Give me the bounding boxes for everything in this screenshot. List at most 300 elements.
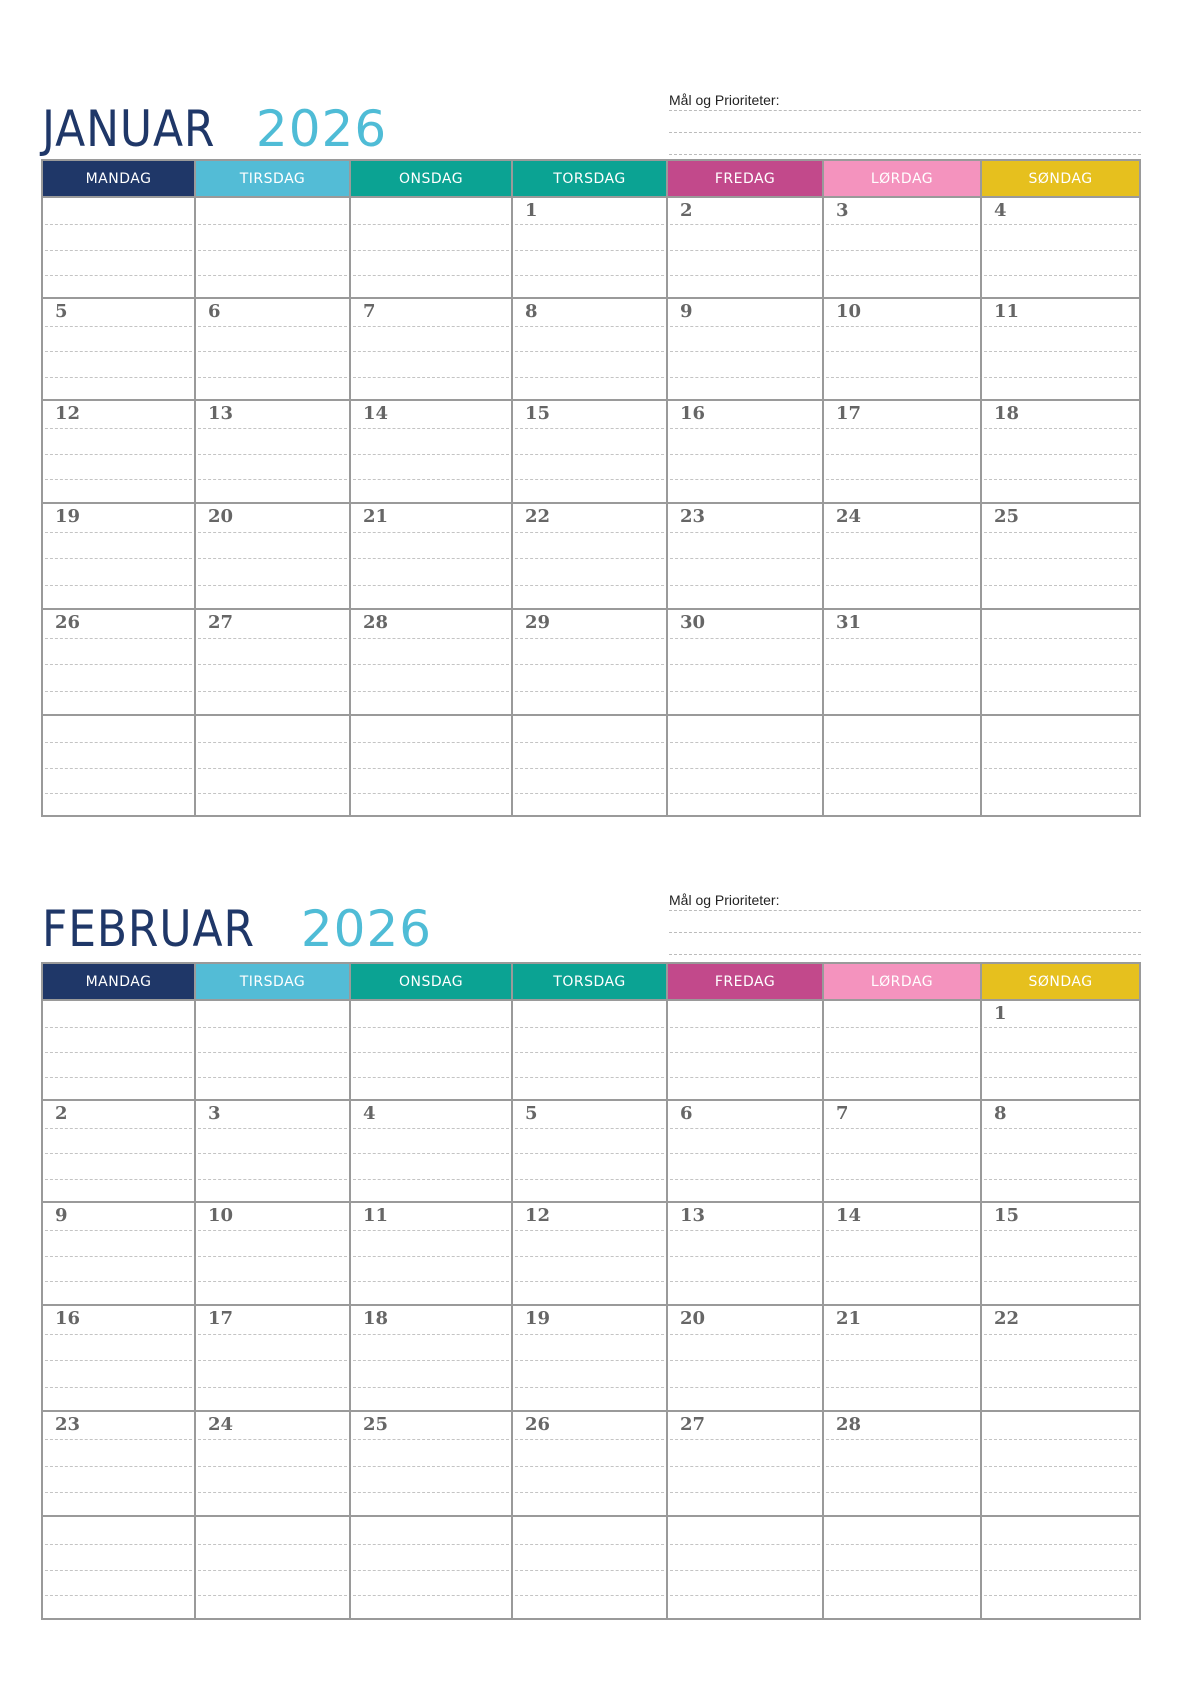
day-cell[interactable] xyxy=(513,1306,668,1410)
day-cell[interactable] xyxy=(824,1203,982,1304)
note-line xyxy=(984,558,1137,559)
note-line xyxy=(45,664,192,665)
note-line xyxy=(45,742,192,743)
day-cell[interactable] xyxy=(668,610,824,714)
day-cell[interactable] xyxy=(351,1001,513,1099)
note-line xyxy=(353,326,509,327)
note-line xyxy=(198,428,347,429)
day-cell[interactable] xyxy=(982,1203,1139,1304)
day-cell[interactable] xyxy=(43,1306,196,1410)
note-line xyxy=(984,1360,1137,1361)
day-cell[interactable] xyxy=(196,198,351,297)
note-line xyxy=(826,1281,978,1282)
note-line xyxy=(670,1334,820,1335)
day-cell[interactable] xyxy=(513,401,668,502)
day-cell[interactable] xyxy=(196,1517,351,1618)
note-line xyxy=(984,585,1137,586)
note-line xyxy=(826,479,978,480)
day-cell[interactable] xyxy=(824,1306,982,1410)
note-line xyxy=(198,1281,347,1282)
note-line xyxy=(198,1077,347,1078)
note-line xyxy=(984,638,1137,639)
note-line xyxy=(670,1153,820,1154)
note-line xyxy=(515,479,664,480)
note-line xyxy=(826,1128,978,1129)
day-cell[interactable] xyxy=(824,610,982,714)
day-cell[interactable] xyxy=(824,1517,982,1618)
note-line xyxy=(826,1570,978,1571)
day-number: 30 xyxy=(680,612,706,633)
note-line xyxy=(670,1281,820,1282)
note-line xyxy=(45,638,192,639)
month-name: JANUAR xyxy=(42,100,216,158)
note-line xyxy=(45,1570,192,1571)
note-line xyxy=(984,1334,1137,1335)
day-cell[interactable] xyxy=(513,716,668,815)
day-number: 9 xyxy=(680,301,693,322)
note-line xyxy=(353,1466,509,1467)
note-line xyxy=(198,1179,347,1180)
day-cell[interactable] xyxy=(196,1203,351,1304)
day-cell[interactable] xyxy=(196,504,351,608)
note-line xyxy=(45,1439,192,1440)
note-line xyxy=(353,1360,509,1361)
note-line xyxy=(826,250,978,251)
day-cell[interactable] xyxy=(513,504,668,608)
day-cell[interactable] xyxy=(982,1306,1139,1410)
note-line xyxy=(826,585,978,586)
weekday-3: TORSDAG xyxy=(513,964,668,999)
day-cell[interactable] xyxy=(351,1101,513,1201)
note-line xyxy=(45,1334,192,1335)
day-cell[interactable] xyxy=(351,504,513,608)
day-cell[interactable] xyxy=(196,1306,351,1410)
note-line xyxy=(353,377,509,378)
note-line xyxy=(984,532,1137,533)
note-line xyxy=(515,742,664,743)
day-cell[interactable] xyxy=(513,198,668,297)
note-line xyxy=(826,377,978,378)
day-cell[interactable] xyxy=(513,1412,668,1515)
note-line xyxy=(515,1230,664,1231)
note-line xyxy=(670,1230,820,1231)
note-line xyxy=(984,1256,1137,1257)
note-line xyxy=(45,1179,192,1180)
note-line xyxy=(45,250,192,251)
week-row xyxy=(43,1201,1139,1304)
note-line xyxy=(45,1230,192,1231)
day-cell[interactable] xyxy=(982,610,1139,714)
week-row xyxy=(43,1515,1139,1618)
note-line xyxy=(45,532,192,533)
note-line xyxy=(45,275,192,276)
day-cell[interactable] xyxy=(43,1517,196,1618)
day-number: 1 xyxy=(994,1003,1007,1024)
day-cell[interactable] xyxy=(824,1412,982,1515)
note-line xyxy=(670,250,820,251)
note-line xyxy=(353,768,509,769)
day-cell[interactable] xyxy=(196,1001,351,1099)
note-line xyxy=(984,351,1137,352)
month-year: 2026 xyxy=(300,900,433,958)
note-line xyxy=(198,351,347,352)
note-line xyxy=(198,1387,347,1388)
note-line xyxy=(45,558,192,559)
note-line xyxy=(670,1027,820,1028)
note-line xyxy=(353,1027,509,1028)
day-number: 4 xyxy=(363,1103,376,1124)
note-line xyxy=(984,1179,1137,1180)
note-line xyxy=(670,742,820,743)
note-line xyxy=(984,1439,1137,1440)
day-cell[interactable] xyxy=(513,1001,668,1099)
note-line xyxy=(45,351,192,352)
note-line xyxy=(984,250,1137,251)
month-year: 2026 xyxy=(255,100,388,158)
day-cell[interactable] xyxy=(668,1412,824,1515)
day-number: 13 xyxy=(680,1205,706,1226)
note-line xyxy=(45,224,192,225)
note-line xyxy=(353,585,509,586)
note-line xyxy=(515,1052,664,1053)
day-cell[interactable] xyxy=(351,401,513,502)
note-line xyxy=(826,326,978,327)
day-cell[interactable] xyxy=(513,1101,668,1201)
day-cell[interactable] xyxy=(43,401,196,502)
note-line xyxy=(515,326,664,327)
note-line xyxy=(45,1466,192,1467)
day-cell[interactable] xyxy=(668,299,824,399)
day-cell[interactable] xyxy=(982,401,1139,502)
note-line xyxy=(826,1360,978,1361)
note-line xyxy=(198,638,347,639)
note-line xyxy=(45,1128,192,1129)
note-line xyxy=(515,1077,664,1078)
day-cell[interactable] xyxy=(668,1203,824,1304)
day-cell[interactable] xyxy=(351,1517,513,1618)
day-cell[interactable] xyxy=(351,716,513,815)
day-cell[interactable] xyxy=(668,1101,824,1201)
note-line xyxy=(353,1334,509,1335)
day-number: 8 xyxy=(994,1103,1007,1124)
note-line xyxy=(984,275,1137,276)
day-number: 28 xyxy=(836,1414,862,1435)
day-number: 20 xyxy=(680,1308,706,1329)
note-line xyxy=(670,479,820,480)
note-line xyxy=(515,1466,664,1467)
note-line xyxy=(984,664,1137,665)
note-line xyxy=(670,691,820,692)
note-line xyxy=(515,768,664,769)
day-cell[interactable] xyxy=(351,1306,513,1410)
week-row xyxy=(43,297,1139,399)
day-number: 26 xyxy=(55,612,81,633)
day-cell[interactable] xyxy=(824,504,982,608)
note-line xyxy=(670,1570,820,1571)
day-cell[interactable] xyxy=(196,1101,351,1201)
note-line xyxy=(198,585,347,586)
note-line xyxy=(670,428,820,429)
note-line xyxy=(198,1334,347,1335)
day-number: 7 xyxy=(363,301,376,322)
day-cell[interactable] xyxy=(513,1203,668,1304)
day-cell[interactable] xyxy=(824,716,982,815)
note-line xyxy=(353,1492,509,1493)
note-line xyxy=(198,742,347,743)
note-line xyxy=(515,428,664,429)
note-line xyxy=(984,224,1137,225)
note-line xyxy=(515,793,664,794)
week-row xyxy=(43,714,1139,815)
day-cell[interactable] xyxy=(513,1517,668,1618)
note-line xyxy=(45,1492,192,1493)
day-cell[interactable] xyxy=(668,401,824,502)
note-line xyxy=(353,638,509,639)
day-number: 3 xyxy=(208,1103,221,1124)
day-cell[interactable] xyxy=(196,716,351,815)
note-line xyxy=(515,1387,664,1388)
week-row xyxy=(43,502,1139,608)
day-cell[interactable] xyxy=(351,299,513,399)
day-number: 9 xyxy=(55,1205,68,1226)
note-line xyxy=(515,532,664,533)
day-cell[interactable] xyxy=(824,198,982,297)
note-line xyxy=(198,1153,347,1154)
note-line xyxy=(826,638,978,639)
calendar-grid xyxy=(41,962,1141,1620)
note-line xyxy=(45,1027,192,1028)
goals-line[interactable] xyxy=(669,932,1141,954)
note-line xyxy=(45,1387,192,1388)
note-line xyxy=(45,585,192,586)
note-line xyxy=(45,1595,192,1596)
note-line xyxy=(984,479,1137,480)
day-cell[interactable] xyxy=(43,198,196,297)
weekday-2: ONSDAG xyxy=(351,964,513,999)
note-line xyxy=(826,1179,978,1180)
note-line xyxy=(353,479,509,480)
week-row xyxy=(43,1304,1139,1410)
note-line xyxy=(45,1052,192,1053)
note-line xyxy=(515,1281,664,1282)
note-line xyxy=(515,275,664,276)
note-line xyxy=(826,1230,978,1231)
day-cell[interactable] xyxy=(982,1517,1139,1618)
day-number: 15 xyxy=(994,1205,1020,1226)
day-cell[interactable] xyxy=(351,1412,513,1515)
note-line xyxy=(670,454,820,455)
day-cell[interactable] xyxy=(668,504,824,608)
week-row xyxy=(43,1099,1139,1201)
day-number: 27 xyxy=(680,1414,706,1435)
day-cell[interactable] xyxy=(982,1101,1139,1201)
week-row xyxy=(43,1410,1139,1515)
day-cell[interactable] xyxy=(513,610,668,714)
day-number: 4 xyxy=(994,200,1007,221)
day-number: 6 xyxy=(680,1103,693,1124)
weekday-5: LØRDAG xyxy=(824,964,982,999)
note-line xyxy=(515,1439,664,1440)
day-number: 2 xyxy=(680,200,693,221)
day-cell[interactable] xyxy=(824,1101,982,1201)
day-number: 18 xyxy=(363,1308,389,1329)
day-cell[interactable] xyxy=(43,1203,196,1304)
day-cell[interactable] xyxy=(668,198,824,297)
day-cell[interactable] xyxy=(668,1001,824,1099)
day-number: 11 xyxy=(363,1205,389,1226)
day-cell[interactable] xyxy=(43,1001,196,1099)
note-line xyxy=(353,224,509,225)
goals-line[interactable] xyxy=(669,110,1141,132)
goals-label: Mål og Prioriteter: xyxy=(669,892,780,908)
day-cell[interactable] xyxy=(668,716,824,815)
day-number: 5 xyxy=(55,301,68,322)
day-cell[interactable] xyxy=(43,610,196,714)
note-line xyxy=(826,793,978,794)
day-cell[interactable] xyxy=(351,198,513,297)
note-line xyxy=(826,1492,978,1493)
day-cell[interactable] xyxy=(982,1001,1139,1099)
note-line xyxy=(353,454,509,455)
note-line xyxy=(353,1281,509,1282)
note-line xyxy=(670,768,820,769)
note-line xyxy=(670,1595,820,1596)
note-line xyxy=(984,1595,1137,1596)
day-number: 20 xyxy=(208,506,234,527)
day-cell[interactable] xyxy=(351,610,513,714)
note-line xyxy=(198,1466,347,1467)
weekday-0: MANDAG xyxy=(43,161,196,196)
note-line xyxy=(826,1153,978,1154)
note-line xyxy=(670,1466,820,1467)
day-cell[interactable] xyxy=(196,1412,351,1515)
day-cell[interactable] xyxy=(824,1001,982,1099)
note-line xyxy=(45,691,192,692)
note-line xyxy=(984,1027,1137,1028)
day-cell[interactable] xyxy=(824,299,982,399)
day-number: 19 xyxy=(525,1308,551,1329)
note-line xyxy=(515,1570,664,1571)
note-line xyxy=(353,691,509,692)
calendar-grid xyxy=(41,159,1141,817)
day-cell[interactable] xyxy=(982,716,1139,815)
day-cell[interactable] xyxy=(196,610,351,714)
note-line xyxy=(826,532,978,533)
note-line xyxy=(353,351,509,352)
day-cell[interactable] xyxy=(43,504,196,608)
note-line xyxy=(515,1595,664,1596)
day-cell[interactable] xyxy=(513,299,668,399)
note-line xyxy=(826,558,978,559)
day-number: 24 xyxy=(208,1414,234,1435)
day-number: 25 xyxy=(363,1414,389,1435)
note-line xyxy=(198,326,347,327)
note-line xyxy=(984,768,1137,769)
note-line xyxy=(670,326,820,327)
note-line xyxy=(670,532,820,533)
note-line xyxy=(826,1439,978,1440)
weekday-3: TORSDAG xyxy=(513,161,668,196)
weekday-1: TIRSDAG xyxy=(196,964,351,999)
goals-label: Mål og Prioriteter: xyxy=(669,92,780,108)
note-line xyxy=(984,1230,1137,1231)
note-line xyxy=(353,1077,509,1078)
day-cell[interactable] xyxy=(351,1203,513,1304)
day-cell[interactable] xyxy=(824,401,982,502)
day-number: 26 xyxy=(525,1414,551,1435)
week-row xyxy=(43,999,1139,1099)
note-line xyxy=(198,1256,347,1257)
weekday-6: SØNDAG xyxy=(982,161,1139,196)
day-number: 22 xyxy=(525,506,551,527)
day-cell[interactable] xyxy=(668,1517,824,1618)
day-cell[interactable] xyxy=(196,299,351,399)
note-line xyxy=(45,1544,192,1545)
note-line xyxy=(45,1153,192,1154)
note-line xyxy=(826,454,978,455)
day-cell[interactable] xyxy=(43,299,196,399)
note-line xyxy=(670,1544,820,1545)
note-line xyxy=(353,1052,509,1053)
day-cell[interactable] xyxy=(43,716,196,815)
day-cell[interactable] xyxy=(668,1306,824,1410)
note-line xyxy=(198,1230,347,1231)
month-title xyxy=(42,100,388,158)
day-cell[interactable] xyxy=(982,198,1139,297)
day-cell[interactable] xyxy=(982,1412,1139,1515)
note-line xyxy=(45,1256,192,1257)
note-line xyxy=(670,1256,820,1257)
day-number: 12 xyxy=(55,403,81,424)
note-line xyxy=(45,454,192,455)
day-number: 19 xyxy=(55,506,81,527)
note-line xyxy=(670,638,820,639)
note-line xyxy=(515,250,664,251)
note-line xyxy=(670,1179,820,1180)
note-line xyxy=(353,742,509,743)
note-line xyxy=(515,1334,664,1335)
note-line xyxy=(45,479,192,480)
note-line xyxy=(353,664,509,665)
day-number: 14 xyxy=(363,403,389,424)
note-line xyxy=(353,1439,509,1440)
note-line xyxy=(984,742,1137,743)
note-line xyxy=(353,428,509,429)
note-line xyxy=(826,275,978,276)
weekday-4: FREDAG xyxy=(668,161,824,196)
note-line xyxy=(515,691,664,692)
goals-line[interactable] xyxy=(669,910,1141,932)
note-line xyxy=(670,1387,820,1388)
note-line xyxy=(984,1544,1137,1545)
day-number: 11 xyxy=(994,301,1020,322)
day-number: 18 xyxy=(994,403,1020,424)
note-line xyxy=(670,224,820,225)
note-line xyxy=(670,1052,820,1053)
weekday-1: TIRSDAG xyxy=(196,161,351,196)
day-cell[interactable] xyxy=(43,1412,196,1515)
note-line xyxy=(198,1027,347,1028)
day-cell[interactable] xyxy=(196,401,351,502)
note-line xyxy=(670,793,820,794)
day-cell[interactable] xyxy=(43,1101,196,1201)
note-line xyxy=(198,664,347,665)
day-cell[interactable] xyxy=(982,299,1139,399)
month-name: FEBRUAR xyxy=(42,900,255,958)
goals-line[interactable] xyxy=(669,132,1141,154)
note-line xyxy=(45,1077,192,1078)
day-cell[interactable] xyxy=(982,504,1139,608)
